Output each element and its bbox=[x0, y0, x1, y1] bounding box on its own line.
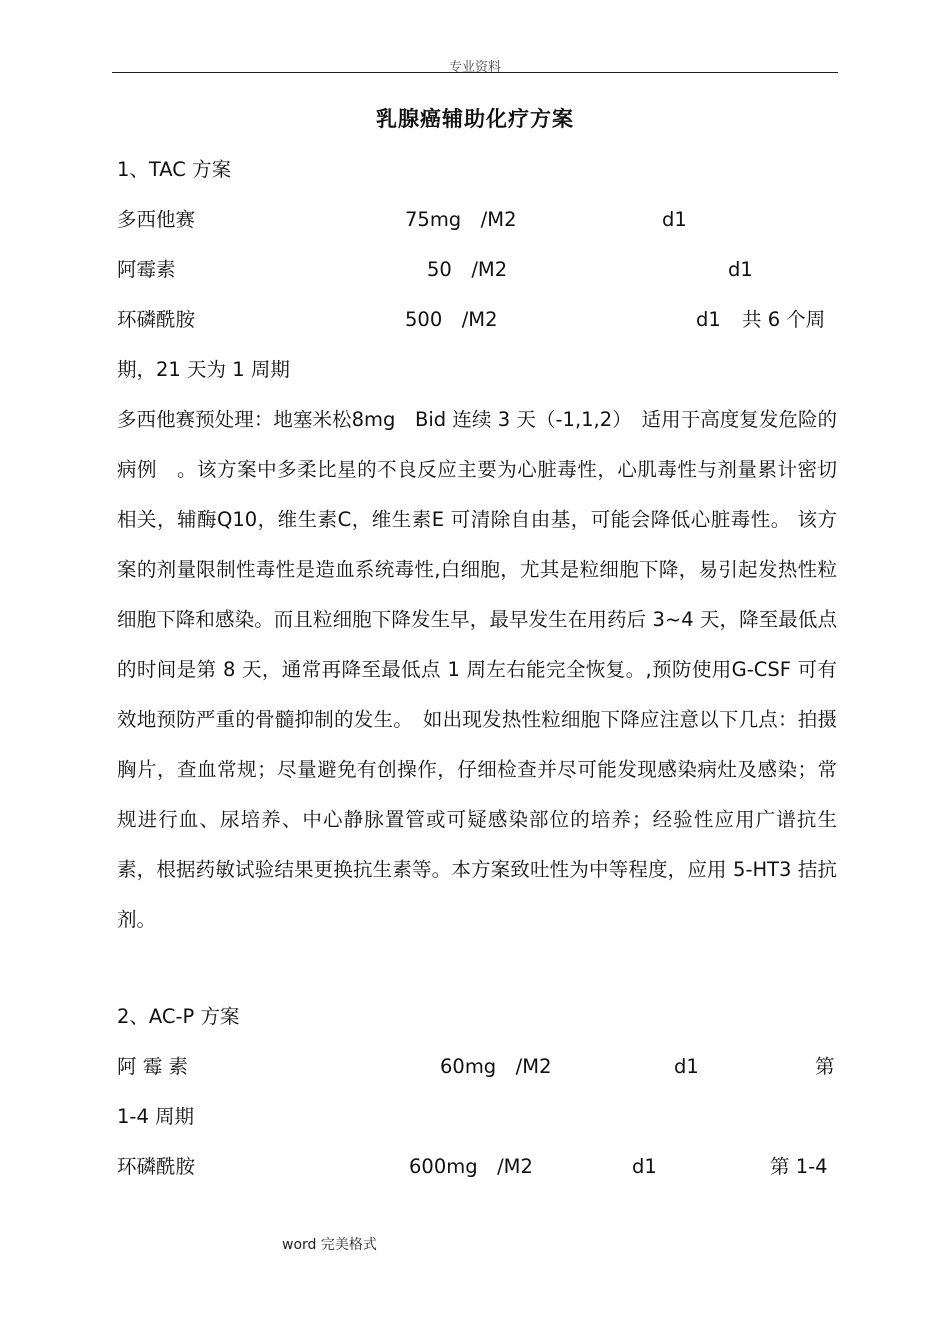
drug-cycle-note: 共 6 个周 bbox=[742, 308, 826, 331]
drug-name: 环磷酰胺 bbox=[117, 1155, 196, 1178]
drug-cycle-note: 第 1-4 bbox=[770, 1155, 828, 1178]
drug-name: 环磷酰胺 bbox=[117, 308, 196, 331]
section1-cycle-line: 期，21 天为 1 周期 bbox=[117, 358, 290, 381]
drug-name: 阿 霉 素 bbox=[117, 1055, 188, 1078]
drug-day: d1 bbox=[728, 258, 753, 281]
drug-dose: 500 /M2 bbox=[405, 308, 498, 331]
drug-dose: 60mg /M2 bbox=[440, 1055, 552, 1078]
drug-name: 阿霉素 bbox=[117, 258, 176, 281]
section1-paragraph: 多西他赛预处理：地塞米松8mg Bid 连续 3 天（-1,1,2） 适用于高度复发危险的病例 。该方案中多柔比星的不良反应主要为心脏毒性，心肌毒性与剂量累计密切相关，辅酶Q10，维生素C，维生素E 可清除自由基，可能会降低心脏毒性。 该方案的剂量限制性毒性是造血系统毒性,白细胞，尤其是粒细胞下降，易引起发热性粒细胞下降和感染。而且粒细胞下降发生早，最早发生在用药后 3~4 天，降至最低点的时间是第 8 天，通常再降至最低点 1 周左右能完全恢复。,预防使用G-CSF 可有效地预防严重的骨髓抑制的发生。 如出现发热性粒细胞下降应注意以下几点：拍摄胸片，查血常规；尽量避免有创操作，仔细检查并尽可能发现感染病灶及感染；常规进行血、尿培养、中心静脉置管或可疑感染部位的培养；经验性应用广谱抗生素，根据药敏试验结果更换抗生素等。本方案致吐性为中等程度，应用 5-HT3 拮抗剂。 bbox=[117, 408, 837, 931]
drug-name: 多西他赛 bbox=[117, 208, 196, 231]
drug-dose: 75mg /M2 bbox=[405, 208, 517, 231]
drug-day: d1 bbox=[662, 208, 687, 231]
drug-day: d1 bbox=[632, 1155, 657, 1178]
page-footer: word 完美格式 bbox=[282, 1237, 377, 1253]
section2-cycle-line: 1-4 周期 bbox=[117, 1105, 195, 1128]
drug-day: d1 bbox=[696, 308, 721, 331]
section2-heading: 2、AC-P 方案 bbox=[117, 1005, 240, 1028]
header-divider bbox=[112, 72, 838, 73]
drug-dose: 600mg /M2 bbox=[409, 1155, 533, 1178]
document-title: 乳腺癌辅助化疗方案 bbox=[376, 107, 574, 131]
drug-day: d1 bbox=[674, 1055, 699, 1078]
drug-cycle-note: 第 bbox=[815, 1055, 835, 1078]
page-header: 专业资料 bbox=[448, 60, 501, 75]
section1-heading: 1、TAC 方案 bbox=[117, 158, 232, 181]
drug-dose: 50 /M2 bbox=[427, 258, 508, 281]
